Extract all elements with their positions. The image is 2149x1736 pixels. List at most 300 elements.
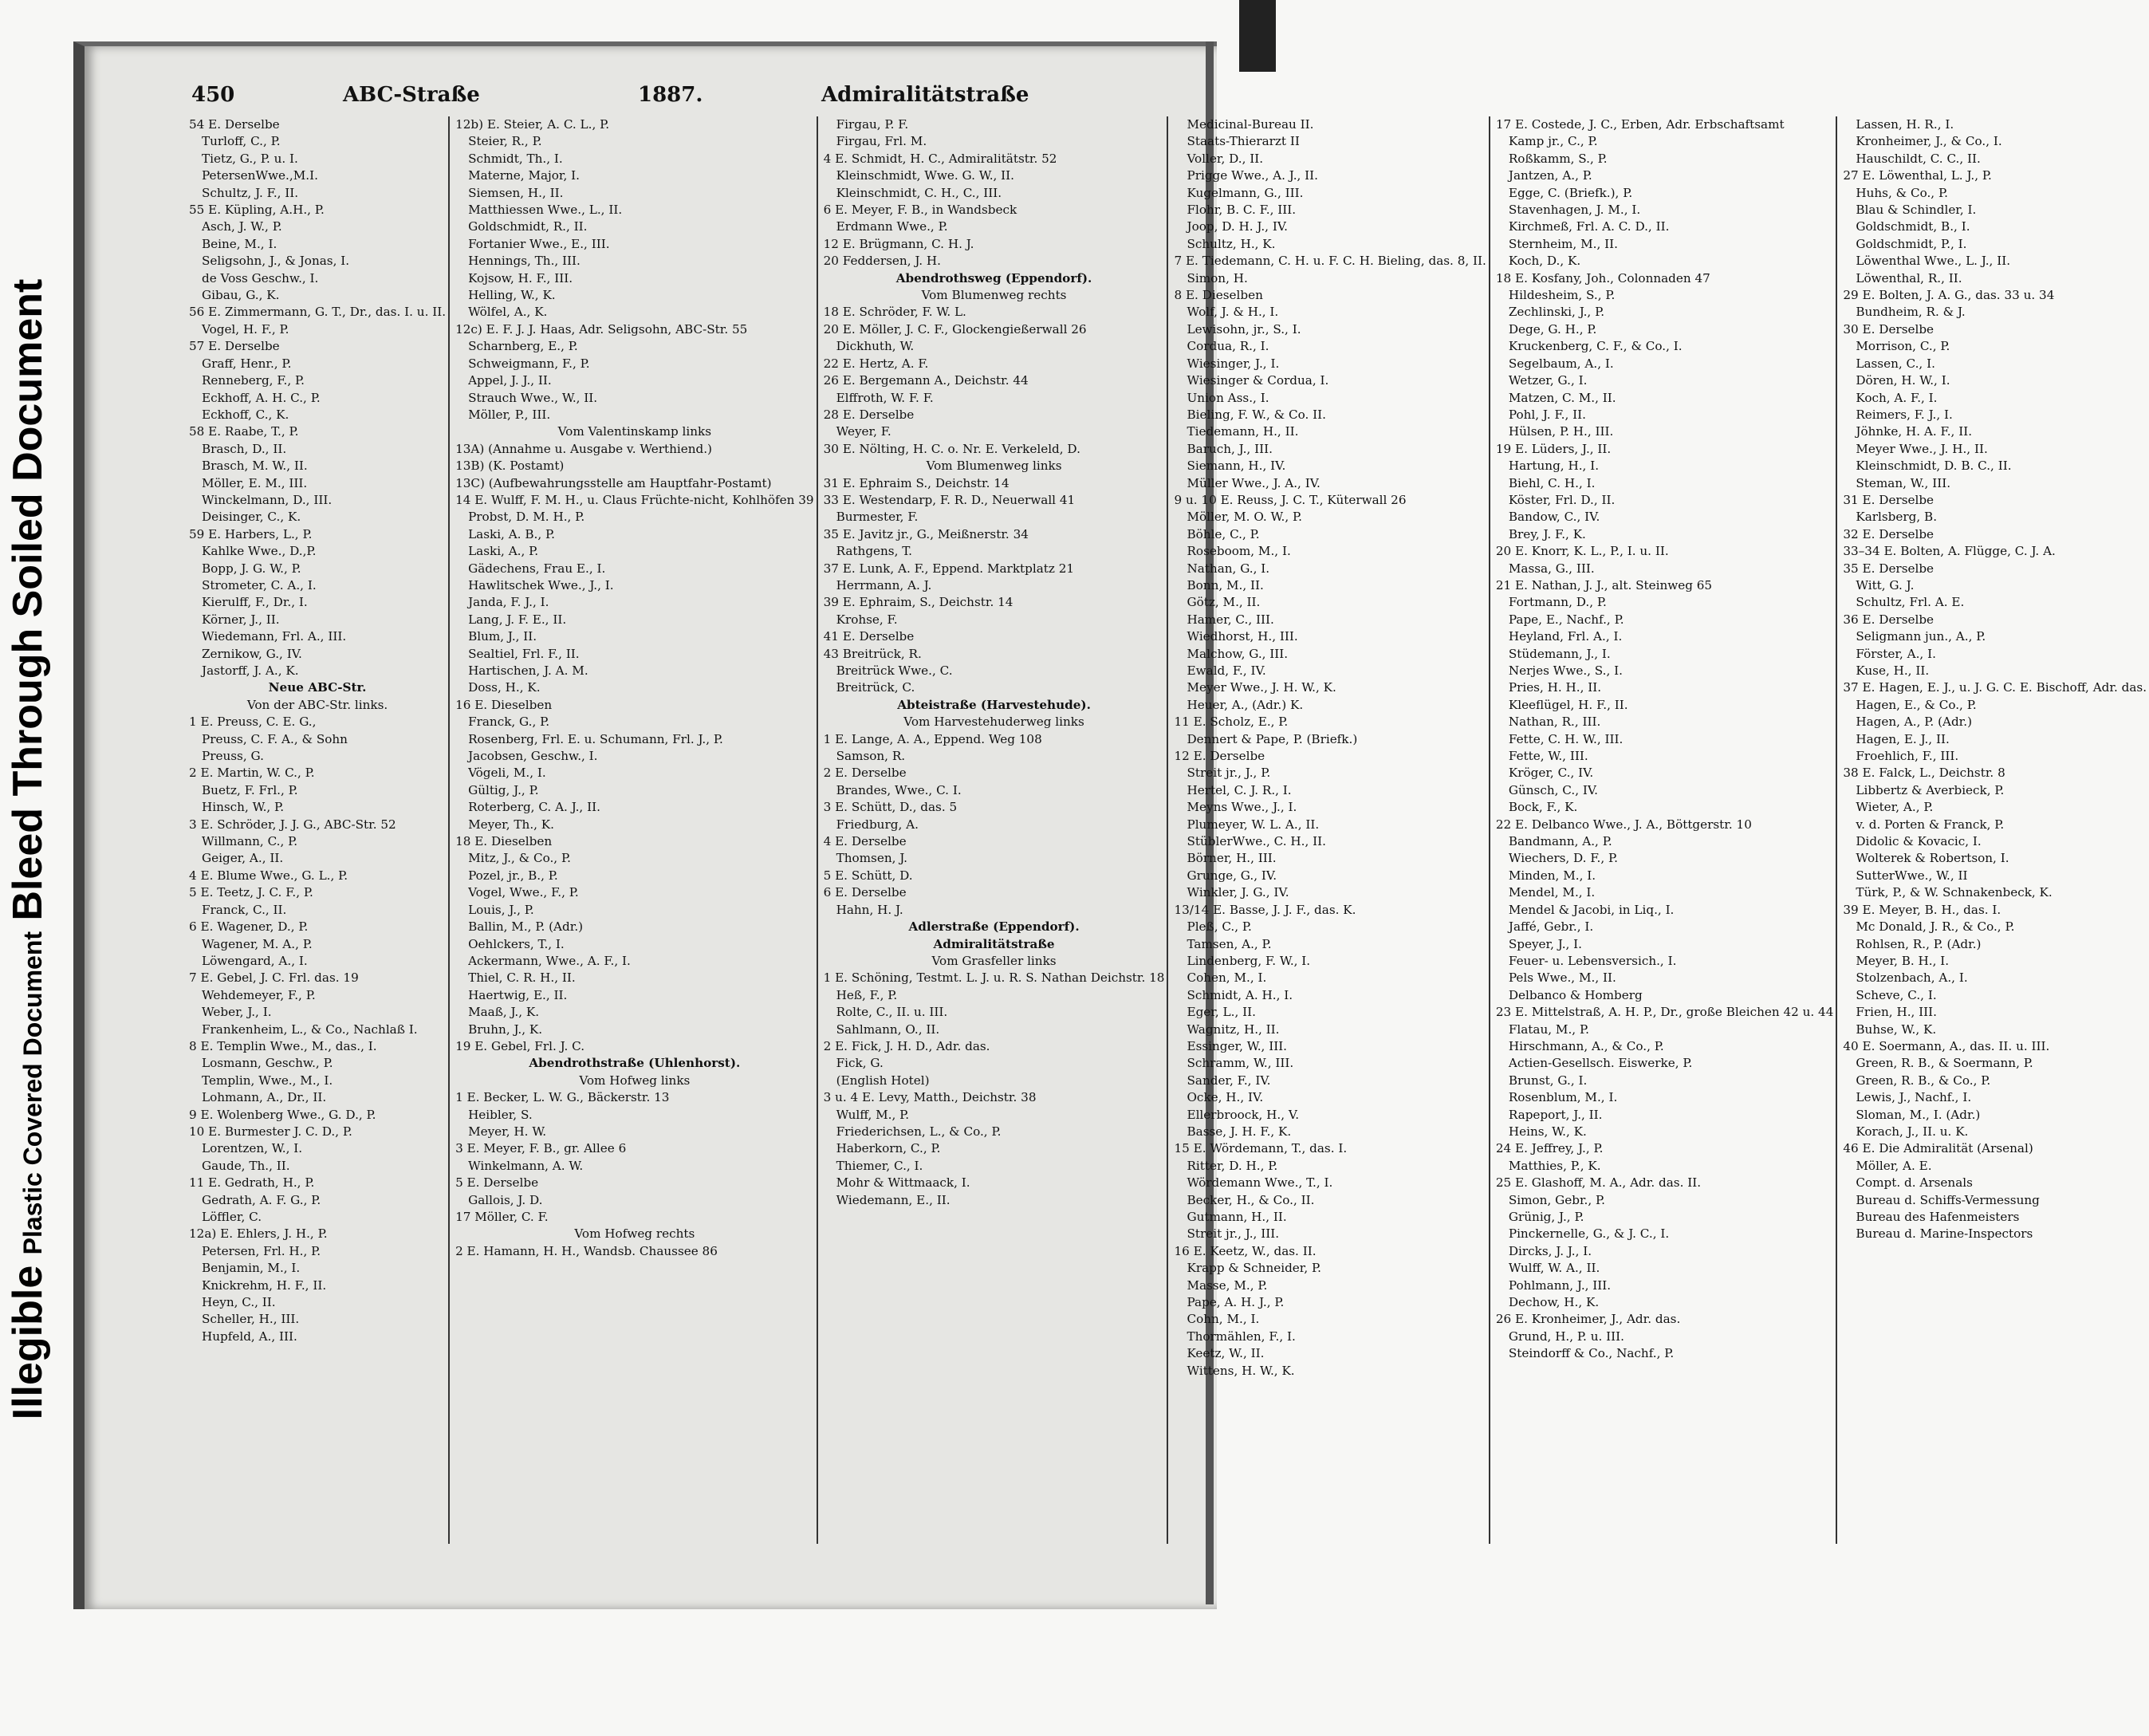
- directory-entry: Asch, J. W., P.: [202, 219, 282, 234]
- corner-mark: [1239, 0, 1276, 72]
- directory-entry: Fette, C. H. W., III.: [1508, 731, 1624, 746]
- directory-entry: Kojsow, H. F., III.: [468, 270, 573, 285]
- directory-entry: Thormählen, F., I.: [1187, 1329, 1296, 1344]
- directory-entry: Prigge Wwe., A. J., II.: [1187, 168, 1319, 183]
- directory-entry: Meyer, Th., K.: [468, 817, 554, 832]
- directory-entry: Brunst, G., I.: [1508, 1073, 1588, 1088]
- directory-entry: Wetzer, G., I.: [1508, 373, 1588, 388]
- directory-entry: Wagener, M. A., P.: [202, 936, 313, 951]
- directory-entry: Turloff, C., P.: [202, 134, 281, 149]
- directory-entry: Streit jr., J., III.: [1187, 1226, 1280, 1242]
- directory-entry: Steindorff & Co., Nachf., P.: [1508, 1346, 1675, 1361]
- directory-entry: 15 E. Wördemann, T., das. I.: [1174, 1141, 1348, 1156]
- directory-entry: Petersen, Frl. H., P.: [202, 1243, 321, 1258]
- directory-entry: 7 E. Tiedemann, C. H. u. F. C. H. Bieling, das. 8, II.: [1174, 254, 1486, 269]
- directory-entry: Hupfeld, A., III.: [202, 1329, 297, 1344]
- directory-entry: 22 E. Hertz, A. F.: [823, 356, 929, 371]
- directory-entry: Hagen, A., P. (Adr.): [1856, 714, 1973, 730]
- directory-entry: Segelbaum, A., I.: [1508, 356, 1614, 371]
- directory-entry: 16 E. Keetz, W., das. II.: [1174, 1243, 1317, 1258]
- directory-entry: Stavenhagen, J. M., I.: [1508, 203, 1641, 218]
- directory-entry: Kirchmeß, Frl. A. C. D., II.: [1508, 219, 1670, 234]
- directory-entry: Bock, F., K.: [1508, 800, 1578, 815]
- directory-entry: Blum, J., II.: [468, 629, 537, 644]
- directory-entry: Geiger, A., II.: [202, 851, 284, 866]
- directory-entry: 8 E. Templin Wwe., M., das., I.: [189, 1038, 377, 1053]
- directory-entry: Siemsen, H., II.: [468, 185, 564, 200]
- directory-entry: 11 E. Gedrath, H., P.: [189, 1175, 315, 1191]
- directory-entry: Ackermann, Wwe., A. F., I.: [468, 953, 631, 968]
- directory-entry: Pozel, jr., B., P.: [468, 868, 558, 883]
- directory-entry: Thomsen, J.: [836, 851, 908, 866]
- directory-entry: Matthiessen Wwe., L., II.: [468, 203, 623, 218]
- directory-entry: Losmann, Geschw., P.: [202, 1056, 333, 1071]
- directory-entry: Vom Harvestehuderweg links: [903, 714, 1084, 730]
- directory-entry: Heibler, S.: [468, 1107, 533, 1122]
- directory-entry: Laski, A., P.: [468, 544, 539, 559]
- directory-entry: 54 E. Derselbe: [189, 117, 280, 132]
- directory-entry: Hildesheim, S., P.: [1508, 288, 1616, 303]
- directory-entry: 13/14 E. Basse, J. J. F., das. K.: [1174, 902, 1356, 917]
- directory-entry: Steman, W., III.: [1856, 475, 1951, 490]
- directory-entry: Sternheim, M., II.: [1508, 236, 1618, 251]
- directory-entry: Massa, G., III.: [1508, 561, 1595, 576]
- directory-entry: 18 E. Kosfany, Joh., Colonnaden 47: [1495, 270, 1710, 285]
- directory-entry: Abteistraße (Harvestehude).: [897, 697, 1091, 712]
- directory-entry: Meyer Wwe., J. H., II.: [1856, 441, 1988, 456]
- directory-entry: 33–34 E. Bolten, A. Flügge, C. J. A.: [1843, 544, 2056, 559]
- directory-entry: Huhs, & Co., P.: [1856, 185, 1948, 200]
- directory-entry: 16 E. Dieselben: [455, 697, 553, 712]
- directory-entry: Sander, F., IV.: [1187, 1073, 1271, 1088]
- directory-entry: Schmidt, A. H., I.: [1187, 987, 1293, 1002]
- directory-entry: Meyns Wwe., J., I.: [1187, 800, 1297, 815]
- directory-entry: 4 E. Blume Wwe., G. L., P.: [189, 868, 348, 883]
- column-2: [453, 116, 818, 1544]
- directory-entry: Dege, G. H., P.: [1508, 321, 1597, 337]
- directory-entry: Materne, Major, I.: [468, 168, 580, 183]
- directory-entry: Buhse, W., K.: [1856, 1022, 1937, 1037]
- directory-entry: Simon, Gebr., P.: [1508, 1192, 1605, 1207]
- directory-entry: Vom Hofweg rechts: [574, 1226, 695, 1242]
- directory-entry: Schultz, J. F., II.: [202, 185, 299, 200]
- directory-entry: 57 E. Derselbe: [189, 339, 280, 354]
- directory-entry: Dechow, H., K.: [1508, 1295, 1600, 1310]
- directory-entry: 18 E. Dieselben: [455, 834, 553, 849]
- directory-entry: 31 E. Derselbe: [1843, 492, 1934, 507]
- directory-entry: Steier, R., P.: [468, 134, 542, 149]
- directory-entry: 46 E. Die Admiralität (Arsenal): [1843, 1141, 2033, 1156]
- directory-entry: Ewald, F., IV.: [1187, 663, 1266, 678]
- directory-entry: 3 E. Schröder, J. J. G., ABC-Str. 52: [189, 817, 396, 832]
- directory-entry: Löwenthal Wwe., L. J., II.: [1856, 254, 2011, 269]
- directory-entry: Scheller, H., III.: [202, 1312, 300, 1327]
- directory-entry: Haertwig, E., II.: [468, 987, 568, 1002]
- directory-entry: 5 E. Derselbe: [455, 1175, 539, 1191]
- directory-entry: Friedburg, A.: [836, 817, 919, 832]
- directory-entry: Schweigmann, F., P.: [468, 356, 590, 371]
- directory-entry: Korach, J., II. u. K.: [1856, 1124, 1969, 1139]
- directory-entry: Bonn, M., II.: [1187, 577, 1264, 592]
- directory-entry: 59 E. Harbers, L., P.: [189, 526, 313, 541]
- directory-entry: Delbanco & Homberg: [1508, 987, 1643, 1002]
- directory-entry: Kierulff, F., Dr., I.: [202, 595, 308, 610]
- directory-entry: 2 E. Hamann, H. H., Wandsb. Chaussee 86: [455, 1243, 718, 1258]
- directory-entry: Renneberg, F., P.: [202, 373, 305, 388]
- directory-entry: Roterberg, C. A. J., II.: [468, 800, 600, 815]
- directory-entry: Wolterek & Robertson, I.: [1856, 851, 2009, 866]
- directory-entry: Burmester, F.: [836, 510, 919, 525]
- directory-entry: Nerjes Wwe., S., I.: [1508, 663, 1623, 678]
- directory-entry: Hülsen, P. H., III.: [1508, 424, 1614, 439]
- directory-entry: Hinsch, W., P.: [202, 800, 285, 815]
- directory-entry: Seligsohn, J., & Jonas, I.: [202, 254, 350, 269]
- directory-entry: Erdmann Wwe., P.: [836, 219, 948, 234]
- directory-entry: Meyer, B. H., I.: [1856, 953, 1950, 968]
- directory-entry: 12a) E. Ehlers, J. H., P.: [189, 1226, 328, 1242]
- directory-entry: Kugelmann, G., III.: [1187, 185, 1304, 200]
- directory-entry: Speyer, J., I.: [1508, 936, 1583, 951]
- directory-entry: Gaude, Th., II.: [202, 1158, 290, 1173]
- directory-entry: 33 E. Westendarp, F. R. D., Neuerwall 41: [823, 492, 1076, 507]
- directory-entry: Scharnberg, E., P.: [468, 339, 578, 354]
- directory-entry: Wehdemeyer, F., P.: [202, 987, 316, 1002]
- directory-entry: Bureau d. Marine-Inspectors: [1856, 1226, 2033, 1242]
- directory-entry: 3 E. Meyer, F. B., gr. Allee 6: [455, 1141, 627, 1156]
- directory-entry: Gädechens, Frau E., I.: [468, 561, 606, 576]
- directory-entry: Lewis, J., Nachf., I.: [1856, 1090, 1972, 1105]
- directory-entry: Goldschmidt, B., I.: [1856, 219, 1970, 234]
- directory-entry: Streit jr., J., P.: [1187, 766, 1271, 781]
- directory-entry: 19 E. Gebel, Frl. J. C.: [455, 1038, 585, 1053]
- directory-entry: 6 E. Derselbe: [823, 885, 907, 900]
- directory-entry: 26 E. Bergemann A., Deichstr. 44: [823, 373, 1029, 388]
- directory-entry: Flohr, B. C. F., III.: [1187, 203, 1297, 218]
- column-3: [821, 116, 1169, 1544]
- page-header: [191, 83, 1029, 115]
- directory-entry: Hauschildt, C. C., II.: [1856, 151, 1981, 166]
- directory-entry: Hirschmann, A., & Co., P.: [1508, 1038, 1664, 1053]
- directory-entry: Vogel, Wwe., F., P.: [468, 885, 579, 900]
- directory-entry: Hagen, E., & Co., P.: [1856, 697, 1977, 712]
- directory-entry: v. d. Porten & Franck, P.: [1856, 817, 2005, 832]
- directory-entry: Plumeyer, W. L. A., II.: [1187, 817, 1320, 832]
- directory-entry: Wiedemann, Frl. A., III.: [202, 629, 347, 644]
- directory-entry: Wiedemann, E., II.: [836, 1192, 951, 1207]
- directory-entry: Gedrath, A. F. G., P.: [202, 1192, 321, 1207]
- directory-entry: 8 E. Dieselben: [1174, 288, 1263, 303]
- directory-entry: Wiesinger & Cordua, I.: [1187, 373, 1329, 388]
- directory-entry: 9 E. Wolenberg Wwe., G. D., P.: [189, 1107, 376, 1122]
- directory-entry: 23 E. Mittelstraß, A. H. P., Dr., große Bleichen 42 u. 44: [1495, 1005, 1834, 1020]
- directory-entry: Thiemer, C., I.: [836, 1158, 923, 1173]
- directory-entry: Oehlckers, T., I.: [468, 936, 565, 951]
- directory-entry: Rosenblum, M., I.: [1508, 1090, 1618, 1105]
- directory-entry: Winkler, J. G., IV.: [1187, 885, 1289, 900]
- directory-entry: Hertel, C. J. R., I.: [1187, 782, 1292, 797]
- column-4: [1171, 116, 1490, 1544]
- directory-entry: Förster, A., I.: [1856, 646, 1936, 661]
- directory-entry: Mendel & Jacobi, in Liq., I.: [1508, 902, 1675, 917]
- directory-entry: Lassen, H. R., I.: [1856, 117, 1954, 132]
- directory-entry: Brasch, D., II.: [202, 441, 287, 456]
- directory-entry: Masse, M., P.: [1187, 1277, 1268, 1293]
- directory-entry: 2 E. Fick, J. H. D., Adr. das.: [823, 1038, 990, 1053]
- directory-entry: 24 E. Jeffrey, J., P.: [1495, 1141, 1604, 1156]
- directory-entry: Witt, G. J.: [1856, 577, 1915, 592]
- directory-entry: Wulff, W. A., II.: [1508, 1261, 1600, 1276]
- directory-entry: Green, R. B., & Co., P.: [1856, 1073, 1991, 1088]
- directory-entry: Koch, D., K.: [1508, 254, 1581, 269]
- directory-entry: Weber, J., I.: [202, 1005, 272, 1020]
- directory-entry: Schmidt, Th., I.: [468, 151, 563, 166]
- directory-entry: 13C) (Aufbewahrungsstelle am Hauptfahr-Postamt): [455, 475, 772, 490]
- directory-entry: Staats-Thierarzt II: [1187, 134, 1300, 149]
- column-1: [187, 116, 450, 1544]
- directory-entry: Löffler, C.: [202, 1210, 262, 1224]
- label-illegible: Illegible: [5, 1265, 51, 1420]
- directory-entry: Wiechers, D. F., P.: [1508, 851, 1618, 866]
- directory-entry: 2 E. Martin, W. C., P.: [189, 766, 315, 781]
- directory-entry: Fick, G.: [836, 1056, 884, 1071]
- directory-entry: 9 u. 10 E. Reuss, J. C. T., Küterwall 26: [1174, 492, 1407, 507]
- directory-entry: Pohlmann, J., III.: [1508, 1277, 1612, 1293]
- directory-entry: Kleeflügel, H. F., II.: [1508, 697, 1628, 712]
- directory-entry: Kleinschmidt, Wwe. G. W., II.: [836, 168, 1015, 183]
- directory-entry: Nathan, R., III.: [1508, 714, 1601, 730]
- directory-entry: Jastorff, J. A., K.: [202, 663, 299, 678]
- directory-entry: StüblerWwe., C. H., II.: [1187, 834, 1326, 849]
- directory-entry: Müller Wwe., J. A., IV.: [1187, 475, 1320, 490]
- directory-entry: Löwenthal, R., II.: [1856, 270, 1962, 285]
- directory-entry: Heyn, C., II.: [202, 1295, 276, 1310]
- directory-entry: Vom Grasfeller links: [931, 953, 1057, 968]
- directory-entry: Simon, H.: [1187, 270, 1248, 285]
- directory-entry: Zernikow, G., IV.: [202, 646, 302, 661]
- directory-entry: Vom Hofweg links: [579, 1073, 691, 1088]
- directory-entry: Probst, D. M. H., P.: [468, 510, 585, 525]
- directory-entry: Firgau, P. F.: [836, 117, 909, 132]
- directory-entry: 3 E. Schütt, D., das. 5: [823, 800, 958, 815]
- directory-entry: (English Hotel): [836, 1073, 930, 1088]
- directory-entry: 20 Feddersen, J. H.: [823, 254, 941, 269]
- directory-entry: Goldschmidt, R., II.: [468, 219, 588, 234]
- directory-entry: Koch, A. F., I.: [1856, 390, 1938, 405]
- directory-entry: Graff, Henr., P.: [202, 356, 292, 371]
- directory-entry: Pohl, J. F., II.: [1508, 407, 1586, 422]
- directory-entry: Günsch, C., IV.: [1508, 782, 1598, 797]
- directory-entry: Baruch, J., III.: [1187, 441, 1273, 456]
- column-6: [1840, 116, 2149, 1544]
- directory-entry: 1 E. Becker, L. W. G., Bäckerstr. 13: [455, 1090, 670, 1105]
- directory-entry: 13B) (K. Postamt): [455, 459, 565, 474]
- directory-entry: 12 E. Brügmann, C. H. J.: [823, 236, 974, 251]
- directory-entry: 17 Möller, C. F.: [455, 1210, 549, 1224]
- directory-entry: Kleinschmidt, D. B. C., II.: [1856, 459, 2012, 474]
- directory-entry: Grunge, G., IV.: [1187, 868, 1277, 883]
- directory-entry: Rolte, C., II. u. III.: [836, 1005, 948, 1020]
- directory-entry: Hahn, H. J.: [836, 902, 903, 917]
- directory-entry: Mohr & Wittmaack, I.: [836, 1175, 970, 1191]
- directory-entry: Köster, Frl. D., II.: [1508, 492, 1616, 507]
- directory-entry: 37 E. Hagen, E. J., u. J. G. C. E. Bischoff, Adr. das.: [1843, 680, 2147, 695]
- directory-entry: Eckhoff, C., K.: [202, 407, 289, 422]
- directory-entry: 1 E. Lange, A. A., Eppend. Weg 108: [823, 731, 1042, 746]
- directory-entry: 12c) E. F. J. J. Haas, Adr. Seligsohn, ABC-Str. 55: [455, 321, 748, 337]
- directory-entry: 20 E. Möller, J. C. F., Glockengießerwall 26: [823, 321, 1087, 337]
- directory-entry: Nathan, G., I.: [1187, 561, 1270, 576]
- directory-entry: 35 E. Javitz jr., G., Meißnerstr. 34: [823, 526, 1029, 541]
- directory-entry: Flatau, M., P.: [1508, 1022, 1589, 1037]
- directory-entry: Preuss, C. F. A., & Sohn: [202, 731, 348, 746]
- directory-entry: Vogel, H. F., P.: [202, 321, 289, 337]
- directory-entry: Rohlsen, R., P. (Adr.): [1856, 936, 1982, 951]
- directory-entry: Türk, P., & W. Schnakenbeck, K.: [1856, 885, 2053, 900]
- directory-entry: 29 E. Bolten, J. A. G., das. 33 u. 34: [1843, 288, 2055, 303]
- directory-entry: Franck, G., P.: [468, 714, 550, 730]
- directory-entry: Minden, M., I.: [1508, 868, 1596, 883]
- directory-entry: Wulff, M., P.: [836, 1107, 910, 1122]
- directory-entry: 38 E. Falck, L., Deichstr. 8: [1843, 766, 2005, 781]
- directory-entry: Bopp, J. G. W., P.: [202, 561, 301, 576]
- directory-entry: Schultz, Frl. A. E.: [1856, 595, 1965, 610]
- directory-entry: Knickrehm, H. F., II.: [202, 1277, 327, 1293]
- directory-entry: Mitz, J., & Co., P.: [468, 851, 571, 866]
- directory-entry: Dören, H. W., I.: [1856, 373, 1950, 388]
- directory-entry: Joop, D. H. J., IV.: [1187, 219, 1288, 234]
- directory-entry: 10 E. Burmester J. C. D., P.: [189, 1124, 352, 1139]
- directory-entry: Ballin, M., P. (Adr.): [468, 919, 584, 935]
- directory-entry: Wittens, H. W., K.: [1187, 1363, 1295, 1378]
- directory-entry: 27 E. Löwenthal, L. J., P.: [1843, 168, 1992, 183]
- directory-entry: Ellerbroock, H., V.: [1187, 1107, 1300, 1122]
- directory-entry: Breitrück, C.: [836, 680, 915, 695]
- directory-entry: Dircks, J. J., I.: [1508, 1243, 1592, 1258]
- directory-entry: Lorentzen, W., I.: [202, 1141, 303, 1156]
- directory-entry: Sealtiel, Frl. F., II.: [468, 646, 580, 661]
- directory-entry: Brey, J. F., K.: [1508, 526, 1586, 541]
- directory-entry: Fette, W., III.: [1508, 749, 1588, 764]
- directory-entry: Essinger, W., III.: [1187, 1038, 1288, 1053]
- directory-entry: Tietz, G., P. u. I.: [202, 151, 298, 166]
- column-5: [1494, 116, 1838, 1544]
- directory-entry: 2 E. Derselbe: [823, 766, 907, 781]
- directory-entry: Actien-Gesellsch. Eiswerke, P.: [1508, 1056, 1693, 1071]
- side-label-text: [4, 279, 52, 1420]
- directory-entry: 26 E. Kronheimer, J., Adr. das.: [1495, 1312, 1681, 1327]
- directory-entry: Janda, F. J., I.: [468, 595, 549, 610]
- directory-entry: Grund, H., P. u. III.: [1508, 1329, 1624, 1344]
- directory-entry: Eckhoff, A. H. C., P.: [202, 390, 321, 405]
- directory-entry: 56 E. Zimmermann, G. T., Dr., das. I. u. II.: [189, 305, 447, 320]
- directory-entry: Krohse, F.: [836, 612, 898, 627]
- directory-entry: Möller, E. M., III.: [202, 475, 308, 490]
- directory-entry: 17 E. Costede, J. C., Erben, Adr. Erbschaftsamt: [1495, 117, 1785, 132]
- directory-entry: Vom Valentinskamp links: [557, 424, 712, 439]
- directory-entry: Meyer Wwe., J. H. W., K.: [1187, 680, 1336, 695]
- directory-entry: Keetz, W., II.: [1187, 1346, 1265, 1361]
- directory-entry: Helling, W., K.: [468, 288, 556, 303]
- directory-entry: 31 E. Ephraim S., Deichstr. 14: [823, 475, 1010, 490]
- directory-entry: Cohn, M., I.: [1187, 1312, 1260, 1327]
- directory-entry: Blau & Schindler, I.: [1856, 203, 1977, 218]
- directory-entry: Schultz, H., K.: [1187, 236, 1276, 251]
- directory-entry: Lindenberg, F. W., I.: [1187, 953, 1311, 968]
- directory-entry: Kahlke Wwe., D.,P.: [202, 544, 317, 559]
- directory-entry: Gültig, J., P.: [468, 782, 539, 797]
- directory-entry: Thiel, C. R. H., II.: [468, 970, 576, 986]
- directory-entry: Eger, L., II.: [1187, 1005, 1256, 1020]
- label-soiled: Soiled Document: [5, 278, 51, 618]
- directory-entry: 36 E. Derselbe: [1843, 612, 1934, 627]
- directory-entry: 5 E. Schütt, D.: [823, 868, 913, 883]
- directory-entry: 14 E. Wulff, F. M. H., u. Claus Früchte-nicht, Kohlhöfen 39: [455, 492, 814, 507]
- directory-entry: Dickhuth, W.: [836, 339, 915, 354]
- directory-entry: Schramm, W., III.: [1187, 1056, 1294, 1071]
- directory-entry: Gibau, G., K.: [202, 288, 280, 303]
- directory-entry: Pries, H. H., II.: [1508, 680, 1602, 695]
- directory-entry: Seligmann jun., A., P.: [1856, 629, 1986, 644]
- directory-entry: Admiralitätstraße: [933, 936, 1055, 951]
- directory-entry: 40 E. Soermann, A., das. II. u. III.: [1843, 1038, 2050, 1053]
- directory-entry: Von der ABC-Str. links.: [246, 697, 388, 712]
- directory-entry: Karlsberg, B.: [1856, 510, 1938, 525]
- directory-entry: 39 E. Ephraim, S., Deichstr. 14: [823, 595, 1013, 610]
- directory-entry: de Voss Geschw., I.: [202, 270, 319, 285]
- directory-entry: Weyer, F.: [836, 424, 891, 439]
- directory-entry: Neue ABC-Str.: [268, 680, 367, 695]
- directory-entry: Pinckernelle, G., & J. C., I.: [1508, 1226, 1670, 1242]
- directory-entry: Rosenberg, Frl. E. u. Schumann, Frl. J., P.: [468, 731, 723, 746]
- directory-entry: Mendel, M., I.: [1508, 885, 1596, 900]
- label-plastic-covered: Plastic Covered Document: [18, 931, 47, 1255]
- directory-entry: Brasch, M. W., II.: [202, 459, 308, 474]
- directory-entry: Bieling, F. W., & Co. II.: [1187, 407, 1326, 422]
- directory-entry: Götz, M., II.: [1187, 595, 1261, 610]
- directory-entry: Vögeli, M., I.: [468, 766, 546, 781]
- directory-entry: Libbertz & Averbieck, P.: [1856, 782, 2005, 797]
- directory-entry: Lang, J. F. E., II.: [468, 612, 567, 627]
- directory-entry: Biehl, C. H., I.: [1508, 475, 1596, 490]
- directory-entry: Kronheimer, J., & Co., I.: [1856, 134, 2002, 149]
- directory-entry: Rathgens, T.: [836, 544, 912, 559]
- directory-entry: Ritter, D. H., P.: [1187, 1158, 1278, 1173]
- directory-entry: Bureau des Hafenmeisters: [1856, 1210, 2020, 1224]
- directory-entry: Union Ass., I.: [1187, 390, 1269, 405]
- directory-entry: Kröger, C., IV.: [1508, 766, 1594, 781]
- directory-entry: 13A) (Annahme u. Ausgabe v. Werthiend.): [455, 441, 712, 456]
- directory-entry: Cohen, M., I.: [1187, 970, 1267, 986]
- directory-entry: PetersenWwe.,M.I.: [202, 168, 318, 183]
- directory-entry: 41 E. Derselbe: [823, 629, 915, 644]
- directory-entry: Pape, A. H. J., P.: [1187, 1295, 1285, 1310]
- directory-entry: 21 E. Nathan, J. J., alt. Steinweg 65: [1495, 577, 1713, 592]
- directory-entry: Haberkorn, C., P.: [836, 1141, 941, 1156]
- directory-entry: Bruhn, J., K.: [468, 1022, 543, 1037]
- directory-entry: 39 E. Meyer, B. H., das. I.: [1843, 902, 2001, 917]
- directory-entry: Preuss, G.: [202, 749, 264, 764]
- directory-entry: Feuer- u. Lebensversich., I.: [1508, 953, 1677, 968]
- directory-entry: 35 E. Derselbe: [1843, 561, 1934, 576]
- directory-entry: Adlerstraße (Eppendorf).: [908, 919, 1080, 935]
- directory-entry: Bureau d. Schiffs-Vermessung: [1856, 1192, 2040, 1207]
- directory-entry: 37 E. Lunk, A. F., Eppend. Marktplatz 21: [823, 561, 1075, 576]
- side-label-strip: [0, 96, 56, 1603]
- directory-entry: 20 E. Knorr, K. L., P., I. u. II.: [1495, 544, 1669, 559]
- directory-entry: Hartung, H., I.: [1508, 459, 1600, 474]
- directory-entry: Vom Blumenweg rechts: [921, 288, 1067, 303]
- directory-entry: Compt. d. Arsenals: [1856, 1175, 1973, 1191]
